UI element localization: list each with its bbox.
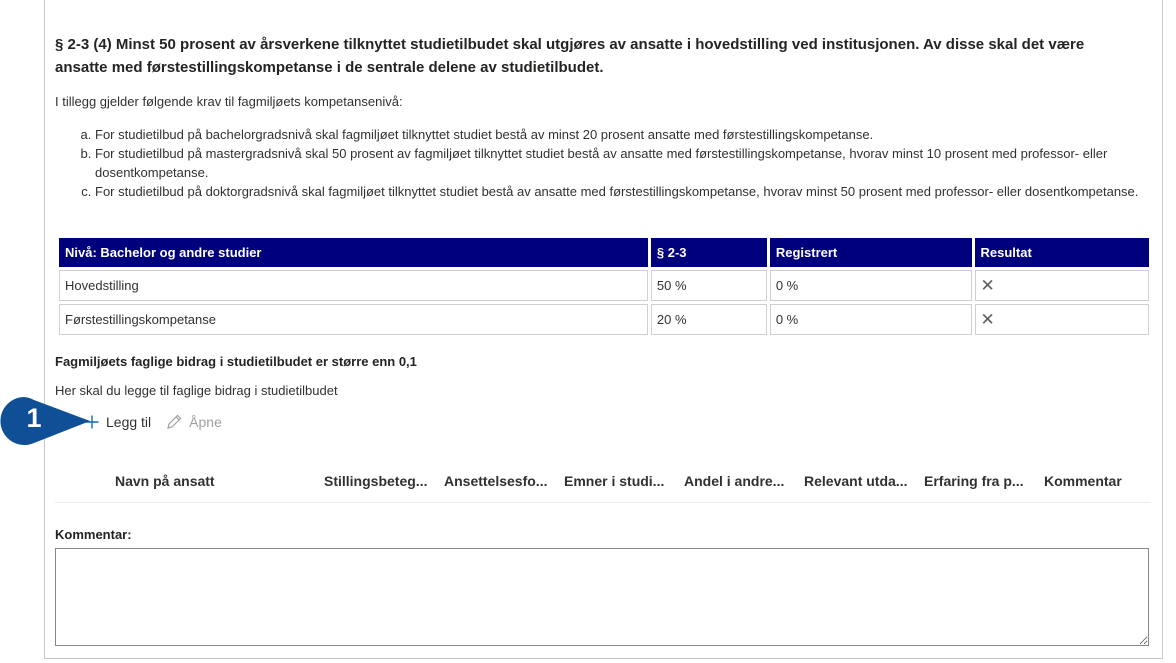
table-row	[59, 270, 1149, 301]
requirements-list	[60, 125, 1155, 201]
registered-value: 0 %	[770, 304, 972, 335]
registered-value: 0 %	[770, 270, 972, 301]
column-header-employee-name[interactable]: Navn på ansatt	[115, 473, 215, 489]
section-heading: § 2-3 (4) Minst 50 prosent av årsverkene tilknyttet studietilbudet skal utgjøres av ansatte i hovedstilling ved institusjonen. Av disse skal det være ansatte med førstestillingskompetanse i de sentrale delene av studietilbudet.	[55, 36, 1085, 76]
callout-number: 1	[26, 403, 42, 433]
contributions-title: Fagmiljøets faglige bidrag i studietilbudet er større enn 0,1	[55, 354, 417, 369]
contributions-description: Her skal du legge til faglige bidrag i studietilbudet	[55, 383, 338, 398]
column-header-requirement: § 2-3	[651, 238, 767, 267]
fail-x-icon: ✕	[980, 309, 995, 329]
comment-textarea[interactable]	[55, 548, 1149, 646]
intro-text: I tillegg gjelder følgende krav til fagmiljøets kompetansenivå:	[55, 94, 403, 109]
column-header-share-other[interactable]: Andel i andre...	[684, 473, 785, 489]
column-header-comment[interactable]: Kommentar	[1044, 473, 1122, 489]
fail-x-icon: ✕	[980, 275, 995, 295]
table-row	[59, 304, 1149, 335]
column-header-experience[interactable]: Erfaring fra p...	[924, 473, 1024, 489]
add-button-label: Legg til	[106, 414, 152, 430]
open-button[interactable]	[165, 413, 222, 431]
result-cell	[975, 304, 1149, 335]
contributions-list-header	[55, 470, 1151, 503]
requirement-item: c. For studietilbud på doktorgradsnivå skal fagmiljøet tilknyttet studiet bestå av ansatte med førstestillingskompetanse, hvorav minst 50 prosent med professor- eller dosentkompetanse.	[95, 182, 1155, 201]
requirement-value: 20 %	[651, 304, 767, 335]
requirement-item: a. For studietilbud på bachelorgradsnivå skal fagmiljøet tilknyttet studiet bestå av minst 20 prosent ansatte med førstestillingskompetanse.	[95, 125, 1155, 144]
column-header-position-title[interactable]: Stillingsbeteg...	[324, 473, 428, 489]
column-header-courses[interactable]: Emner i studi...	[564, 473, 665, 489]
column-header-employment-form[interactable]: Ansettelsesfo...	[444, 473, 548, 489]
pencil-icon	[165, 413, 183, 431]
result-cell	[975, 270, 1149, 301]
add-button[interactable]	[84, 414, 151, 430]
table-header-row	[59, 238, 1149, 267]
row-label: Førstestillingskompetanse	[59, 304, 648, 335]
column-header-relevant-education[interactable]: Relevant utda...	[804, 473, 908, 489]
contributions-toolbar	[84, 410, 236, 434]
competence-table	[56, 235, 1152, 338]
requirement-item: b. For studietilbud på mastergradsnivå skal 50 prosent av fagmiljøet tilknyttet studiet bestå av ansatte med førstestillingskompetanse, hvorav minst 10 prosent med professor- eller dosentkompetanse.	[95, 144, 1155, 182]
column-header-level: Nivå: Bachelor og andre studier	[59, 238, 648, 267]
requirement-value: 50 %	[651, 270, 767, 301]
open-button-label: Åpne	[189, 414, 222, 430]
row-label: Hovedstilling	[59, 270, 648, 301]
column-header-registered: Registrert	[770, 238, 972, 267]
step-callout-badge	[0, 395, 92, 447]
column-header-result: Resultat	[975, 238, 1149, 267]
comment-label: Kommentar:	[55, 527, 132, 542]
